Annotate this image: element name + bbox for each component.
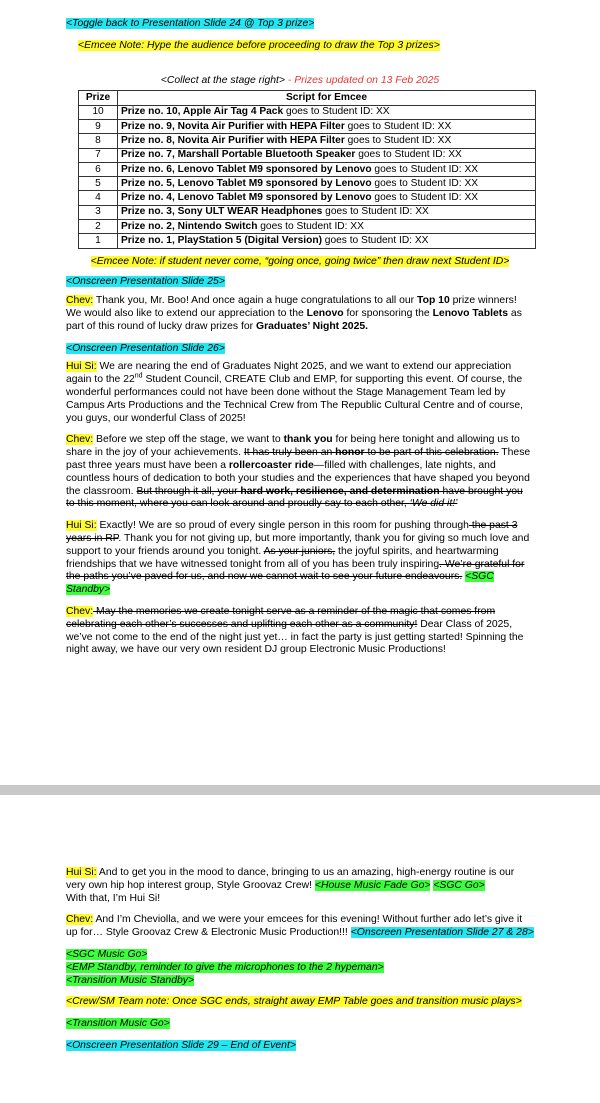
speaker-label: Chev: (66, 605, 94, 617)
table-row: 8 Prize no. 8, Novita Air Purifier with HEPA Filter goes to Student ID: XX (79, 134, 536, 148)
table-row: 2 Prize no. 2, Nintendo Switch goes to Student ID: XX (79, 220, 536, 234)
table-row: 4 Prize no. 4, Lenovo Tablet M9 sponsored by Lenovo goes to Student ID: XX (79, 191, 536, 205)
table-row: 6 Prize no. 6, Lenovo Tablet M9 sponsored by Lenovo goes to Student ID: XX (79, 162, 536, 176)
table-header-row (79, 91, 536, 105)
speaker-label: Chev: (66, 295, 94, 307)
slide-29-cue: <Onscreen Presentation Slide 29 – End of Event> (66, 1039, 296, 1051)
chev-paragraph-1: Chev: Thank you, Mr. Boo! And once again a huge congratulations to all our Top 10 prize winners! We would also like to extend our appreciation to the Lenovo for sponsoring the Lenovo Tablets as part of this round of lucky draw prizes for Graduates’ Night 2025. (66, 295, 522, 332)
speaker-label: Chev: (66, 434, 94, 446)
document-page-2 (0, 795, 600, 1103)
speaker-label: Hui Si: (66, 867, 97, 878)
prize-table (78, 90, 536, 248)
music-cues: <SGC Music Go> <EMP Standby, reminder to give the microphones to the 2 hypeman> <Transition Music Standby> (66, 948, 384, 986)
toggle-note: <Toggle back to Presentation Slide 24 @ Top 3 prize> (66, 18, 315, 29)
table-row: 5 Prize no. 5, Lenovo Tablet M9 sponsored by Lenovo goes to Student ID: XX (79, 177, 536, 191)
slide-26-cue: <Onscreen Presentation Slide 26> (66, 342, 225, 354)
col-script: Script for Emcee (118, 91, 536, 105)
emcee-hype-note: <Emcee Note: Hype the audience before proceeding to draw the Top 3 prizes> (78, 39, 440, 51)
table-row: 3 Prize no. 3, Sony ULT WEAR Headphones goes to Student ID: XX (79, 205, 536, 219)
chev-paragraph-4: Chev: And I’m Cheviolla, and we were your emcees for this evening! Without further ado let’s give it up for… Style Groovaz Crew & Electronic Music Production!!! <Onscreen Presentation Slide 27 & 28> (66, 914, 534, 939)
table-row: 1 Prize no. 1, PlayStation 5 (Digital Version) goes to Student ID: XX (79, 234, 536, 248)
table-row: 7 Prize no. 7, Marshall Portable Bluetooth Speaker goes to Student ID: XX (79, 148, 536, 162)
emcee-never-note: <Emcee Note: if student never come, “going once, going twice” then draw next Student ID> (90, 255, 510, 267)
crew-note: <Crew/SM Team note: Once SGC ends, straight away EMP Table goes and transition music plays> (66, 996, 522, 1008)
speaker-label: Hui Si: (66, 520, 97, 532)
col-prize: Prize (79, 91, 118, 105)
hui-paragraph-3: Hui Si: And to get you in the mood to dance, bringing to us an amazing, high-energy routine is our very own hip hop interest group, Style Groovaz Crew! <House Music Fade Go> <SGC Go> With that, I’m Hui Si! (66, 867, 515, 904)
slide-25-cue: <Onscreen Presentation Slide 25> (66, 276, 225, 288)
table-row: 9 Prize no. 9, Novita Air Purifier with HEPA Filter goes to Student ID: XX (79, 119, 536, 133)
hui-paragraph-1: Hui Si: We are nearing the end of Graduates Night 2025, and we want to extend our appreciation again to the 22nd Student Council, CREATE Club and EMP, for supporting this event. Of course, the wonderful performances could not have been done without the Stage Management Team led by Campus Arts Productions and the Technical Crew from The Republic Cultural Centre and of course, you guys, our wonderful Class of 2025! (66, 361, 524, 424)
chev-paragraph-3: Chev: May the memories we create tonight serve as a reminder of the magic that comes from celebrating each other’s successes and uplifting each other as a community! Dear Class of 2025, we’ve not come to the end of the night just yet… in fact the party is just getting started! Spinning the night away, we have our very own resident DJ group Electronic Music Productions! (66, 605, 524, 656)
speaker-label: Chev: (66, 914, 94, 926)
chev-paragraph-2: Chev: Before we step off the stage, we want to thank you for being here tonight and allowing us to share in the joy of your achievements. It has truly been an honor to be part of this celebration. These past three years must have been a rollercoaster ride—filled with challenges, late nights, and countless hours of dedication to both your studies and the experiences that have shaped you beyond the classroom. But through it all, your hard work, resilience, and determination have brought you to this moment, where you can look around and proudly say to each other, ‘We did it!’ (66, 434, 531, 510)
speaker-label: Hui Si: (66, 361, 97, 373)
table-row: 10 Prize no. 10, Apple Air Tag 4 Pack goes to Student ID: XX (79, 105, 536, 119)
hui-paragraph-2: Hui Si: Exactly! We are so proud of every single person in this room for pushing through the past 3 years in RP. Thank you for not giving up, but more importantly, thank you for giving so much love and support to your friends around you tonight. As your juniors, the joyful spirits, and heartwarming friendships that we have witnessed tonight from all of you has been truly inspiring. We’re grateful for the paths you’ve paved for us, and now we cannot wait to see your future endeavours. <SGC Standby> (66, 520, 530, 596)
prizes-updated: Prizes updated on 13 Feb 2025 (294, 74, 440, 86)
transition-go-cue: <Transition Music Go> (66, 1018, 170, 1030)
collect-line: <Collect at the stage right> - Prizes updated on 13 Feb 2025 (160, 74, 440, 86)
sgc-standby-cue: <SGC Standby> (66, 571, 494, 596)
